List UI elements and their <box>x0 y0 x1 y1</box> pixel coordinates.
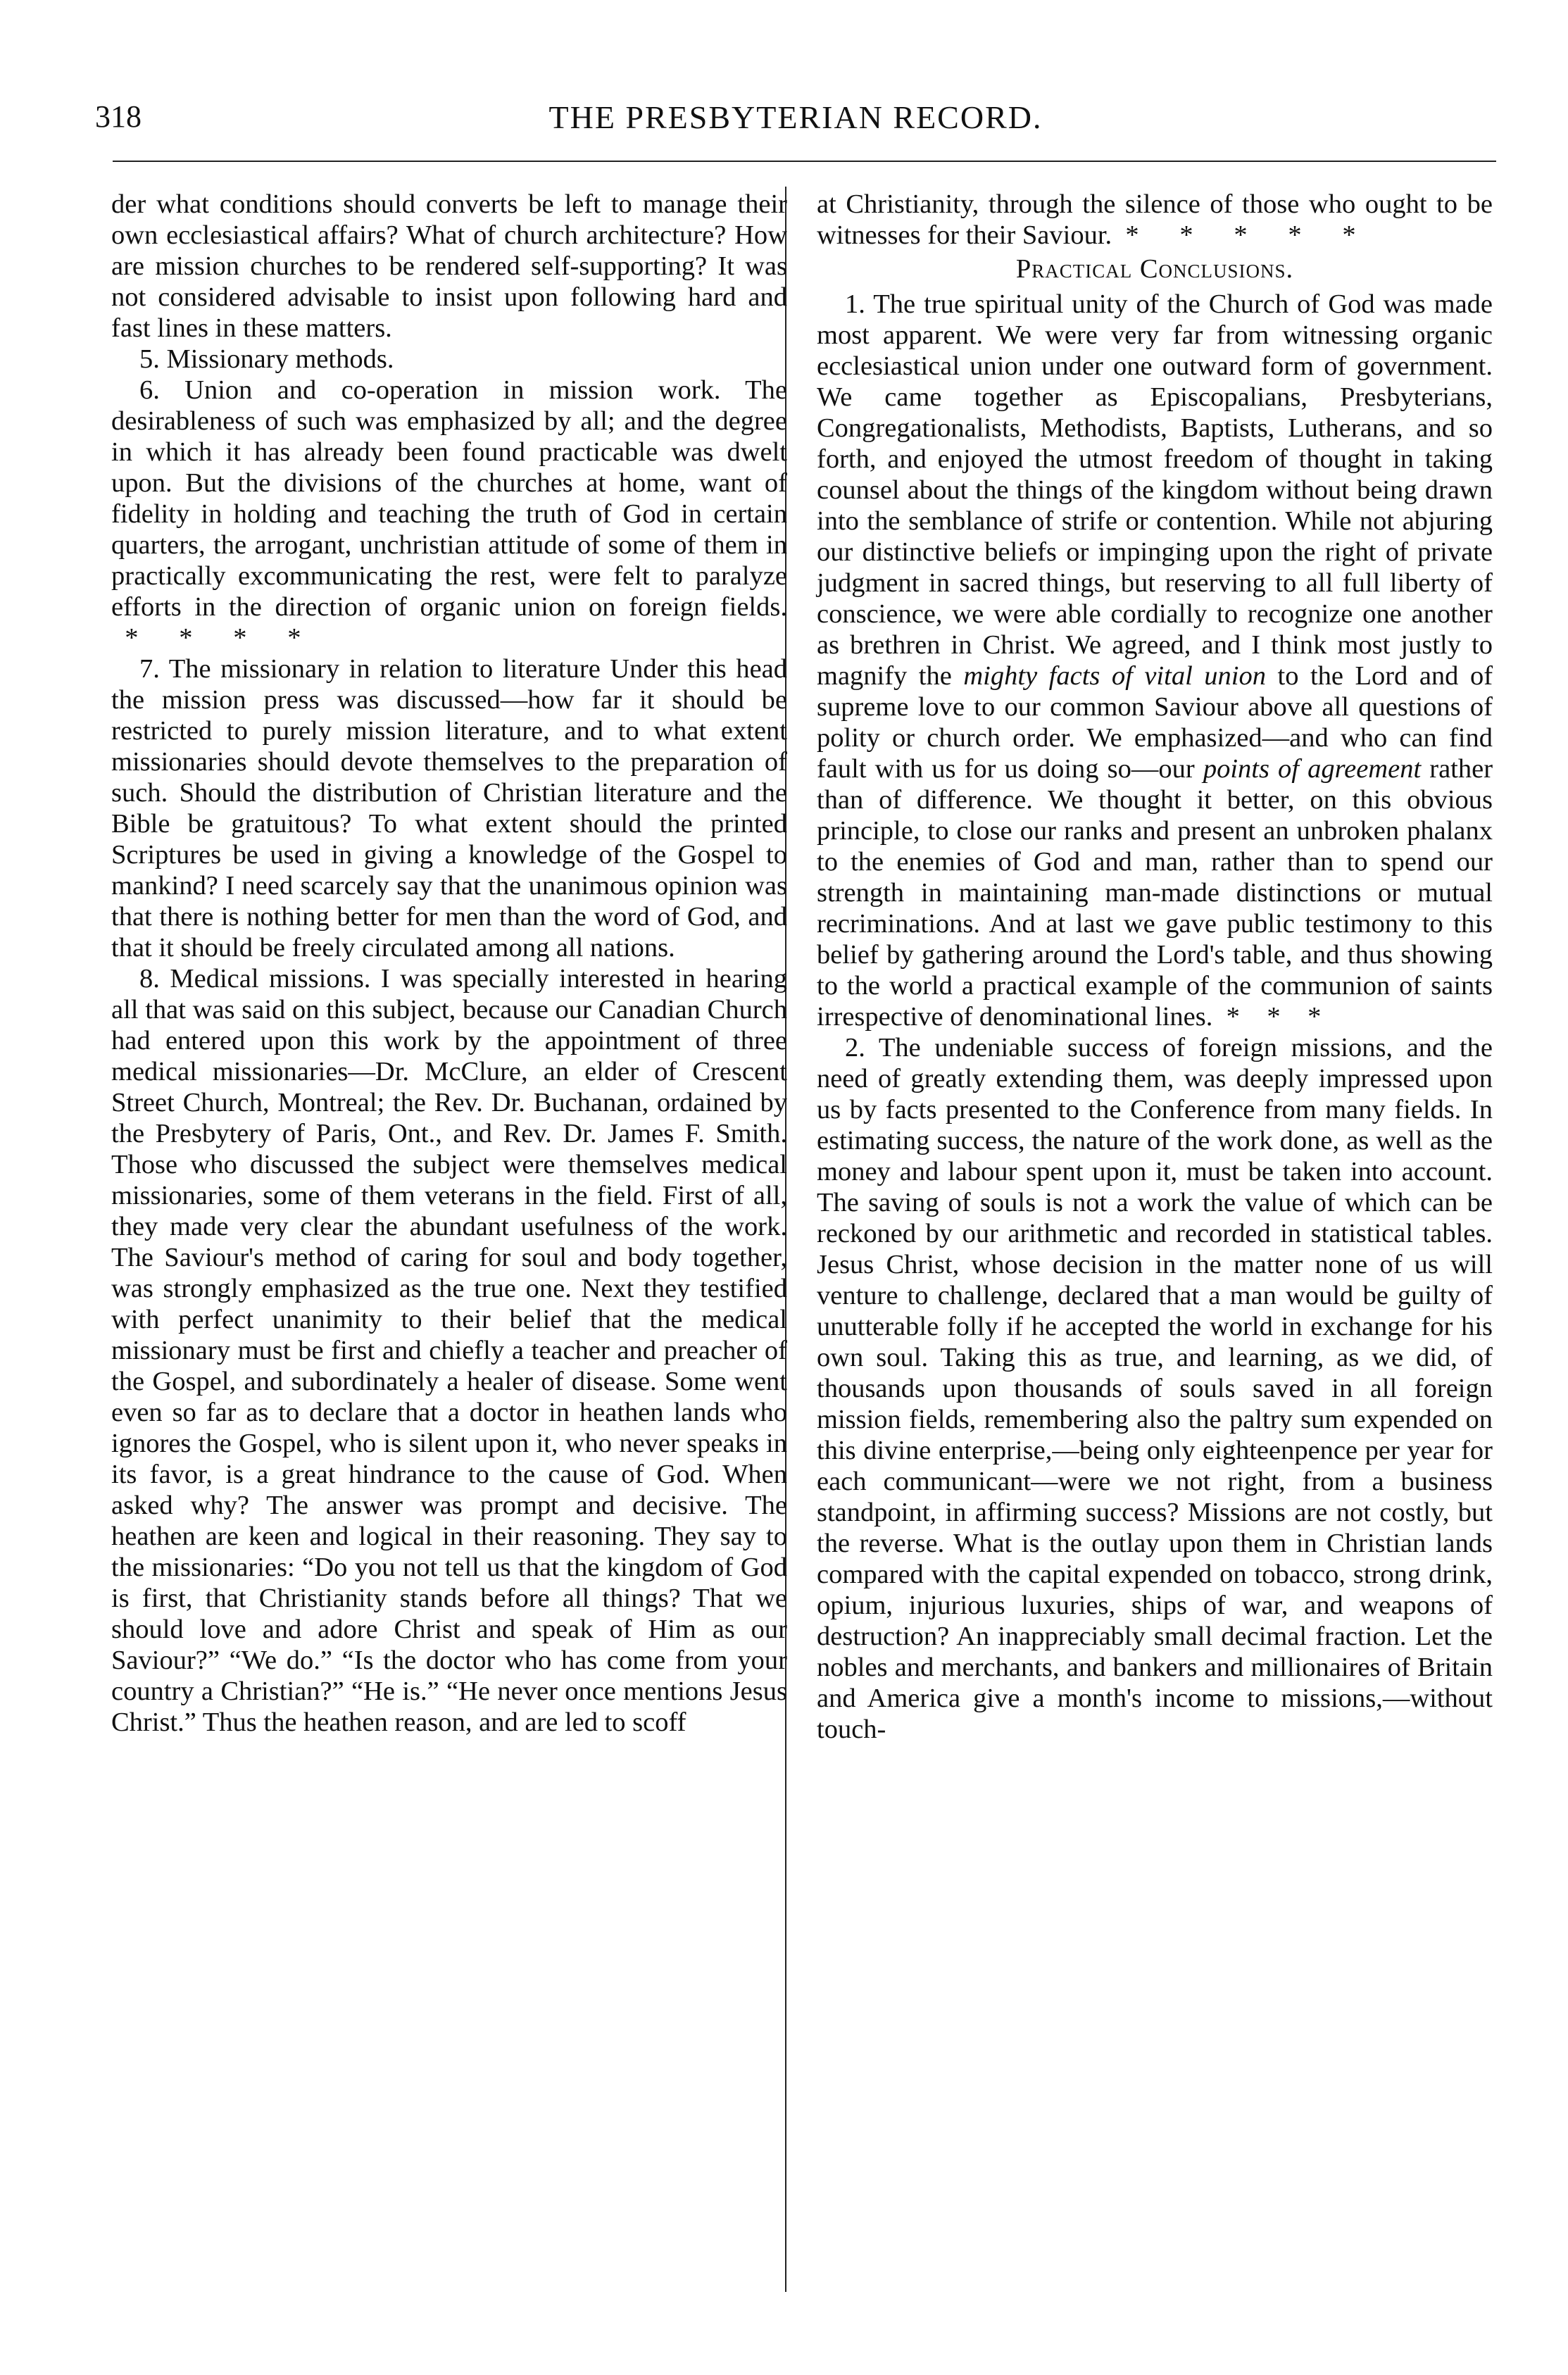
paragraph-missionary-methods: 5. Missionary methods. <box>139 344 394 374</box>
paragraph-literature: 7. The missionary in relation to literature Under this head the mission press was discussed—how far it should be restricted to purely mission literature, and to what extent missionaries should devote themselves to the preparation of such. Should the distribution of Christian literature and the Bible be gratuitous? To what extent should the printed Scriptures be used in giving a knowledge of the Gospel to mankind? I need scarcely say that the unanimous opinion was that there is nothing better for men than the word of God, and that it should be freely circulated among all nations. <box>111 654 787 963</box>
header-rule <box>113 161 1496 162</box>
paragraph-christianity-silence <box>817 189 1493 251</box>
paragraph-medical-missions: 8. Medical missions. I was specially interested in hearing all that was said on this subject, because our Canadian Church had entered upon this work by the appointment of three medical missionaries—Dr. McClure, an elder of Crescent Street Church, Montreal; the Rev. Dr. Buchanan, ordained by the Presbytery of Paris, Ont., and Rev. Dr. James F. Smith. Those who discussed the subject were themselves medical missionaries, some of them veterans in the field. First of all, they made very clear the abundant usefulness of the work. The Saviour's method of caring for soul and body together, was strongly emphasized as the true one. Next they testified with perfect unanimity to their belief that the medical missionary must be first and chiefly a teacher and preacher of the Gospel, and subordinately a healer of disease. Some went even so far as to declare that a doctor in heathen lands who ignores the Gospel, who is silent upon it, who never speaks in its favor, is a great hindrance to the cause of God. When asked why? The answer was prompt and decisive. The heathen are keen and logical in their reasoning. They say to the missionaries: “Do you not tell us that the kingdom of God is first, that Christianity stands before all things? That we should love and adore Christ and speak of Him as our Saviour?” “We do.” “Is the doctor who has come from your country a Christian?” “He is.” “He never once mentions Jesus Christ.” Thus the heathen reason, and are led to scoff <box>111 964 787 1737</box>
union-text: 6. Union and co-operation in mission work. The desirableness of such was emphasized by all; and the degree in which it has already been found practicable was dwelt upon. But the divisions of the churches at home, want of fidelity in holding and teaching the truth of God in certain quarters, the arrogant, unchristian attitude of some of them in practically excommunicating the rest, were felt to paralyze efforts in the direction of organic union on foreign fields. <box>111 375 787 622</box>
silence-text: at Christianity, through the silence of those who ought to be witnesses for their Saviour. <box>817 189 1493 250</box>
running-title: THE PRESBYTERIAN RECORD. <box>548 99 1043 135</box>
section-break-stars: * * * <box>1212 1002 1322 1032</box>
page-number: 318 <box>95 99 142 134</box>
paragraph-missions-success: 2. The undeniable success of foreign missions, and the need of greatly extending them, was deeply impressed upon us by facts presented to the Conference from many fields. In estimating success, the nature of the work done, as well as the money and labour spent upon it, must be taken into account. The saving of souls is not a work the value of which can be reckoned by our arithmetic and recorded in statistical tables. Jesus Christ, whose decision in the matter none of us will venture to challenge, declared that a man would be guilty of unutterable folly if he accepted the world in exchange for his own soul. Taking this as true, and learning, as we did, of thousands upon thousands of souls saved in all foreign mission fields, remembering also the paltry sum expended on this divine enterprise,—being only eighteenpence per year for each communicant—were we not right, from a business standpoint, in affirming success? Missions are not costly, but the reverse. What is the outlay upon them in Christian lands compared with the capital expended on tobacco, strong drink, opium, injurious luxuries, ships of war, and weapons of destruction? An inappreciably small decimal fraction. Let the nobles and merchants, and bankers and millionaires of Britain and America give a month's income to missions,—without touch- <box>817 1033 1493 1744</box>
section-heading: Practical Conclusions. <box>1015 254 1294 284</box>
page-header <box>95 99 1496 148</box>
paragraph-spiritual-unity <box>817 289 1493 1032</box>
section-break-stars: * * * * * <box>1112 220 1356 250</box>
unity-emphasis-1: mighty facts of vital union <box>963 661 1266 691</box>
section-break-stars: * * * * <box>111 623 301 653</box>
paragraph-church-affairs: der what conditions should converts be left to manage their own ecclesiastical affairs? What of church architecture? How are mission churches to be rendered self-supporting? It was not considered advisable to insist upon following hard and fast lines in these matters. <box>111 189 787 343</box>
right-column <box>817 189 1493 1745</box>
left-column <box>111 189 787 1738</box>
unity-text-a: 1. The true spiritual unity of the Church of God was made most apparent. We were very far from witnessing organic ecclesiastical union under one outward form of government. We came together as Episcopalians, Presbyterians, Congregationalists, Methodists, Baptists, Lutherans, and so forth, and enjoyed the utmost freedom of thought in taking counsel about the things of the kingdom without being drawn into the semblance of strife or contention. While not abjuring our distinctive beliefs or impinging upon the right of private judgment in sacred things, but reserving to all full liberty of conscience, we were able cordially to recognize one another as brethren in Christ. We agreed, and I think most justly to magnify the <box>817 289 1493 691</box>
unity-text-b: to the Lord and of supreme love to our common Saviour above all questions of polity or church order. We emphasized—and who can find fault with us for us doing so—our <box>817 661 1493 784</box>
paragraph-union-cooperation <box>111 375 787 653</box>
unity-emphasis-2: points of agreement <box>1203 754 1422 784</box>
unity-text-c: rather than of difference. We thought it better, on this obvious principle, to close our ranks and present an unbroken phalanx to the enemies of God and man, rather than to spend our strength in maintaining man-made distinctions or mutual recriminations. And at last we gave public testimony to this belief by gathering around the Lord's table, and thus showing to the world a practical example of the communion of saints irrespective of denominational lines. <box>817 754 1493 1032</box>
